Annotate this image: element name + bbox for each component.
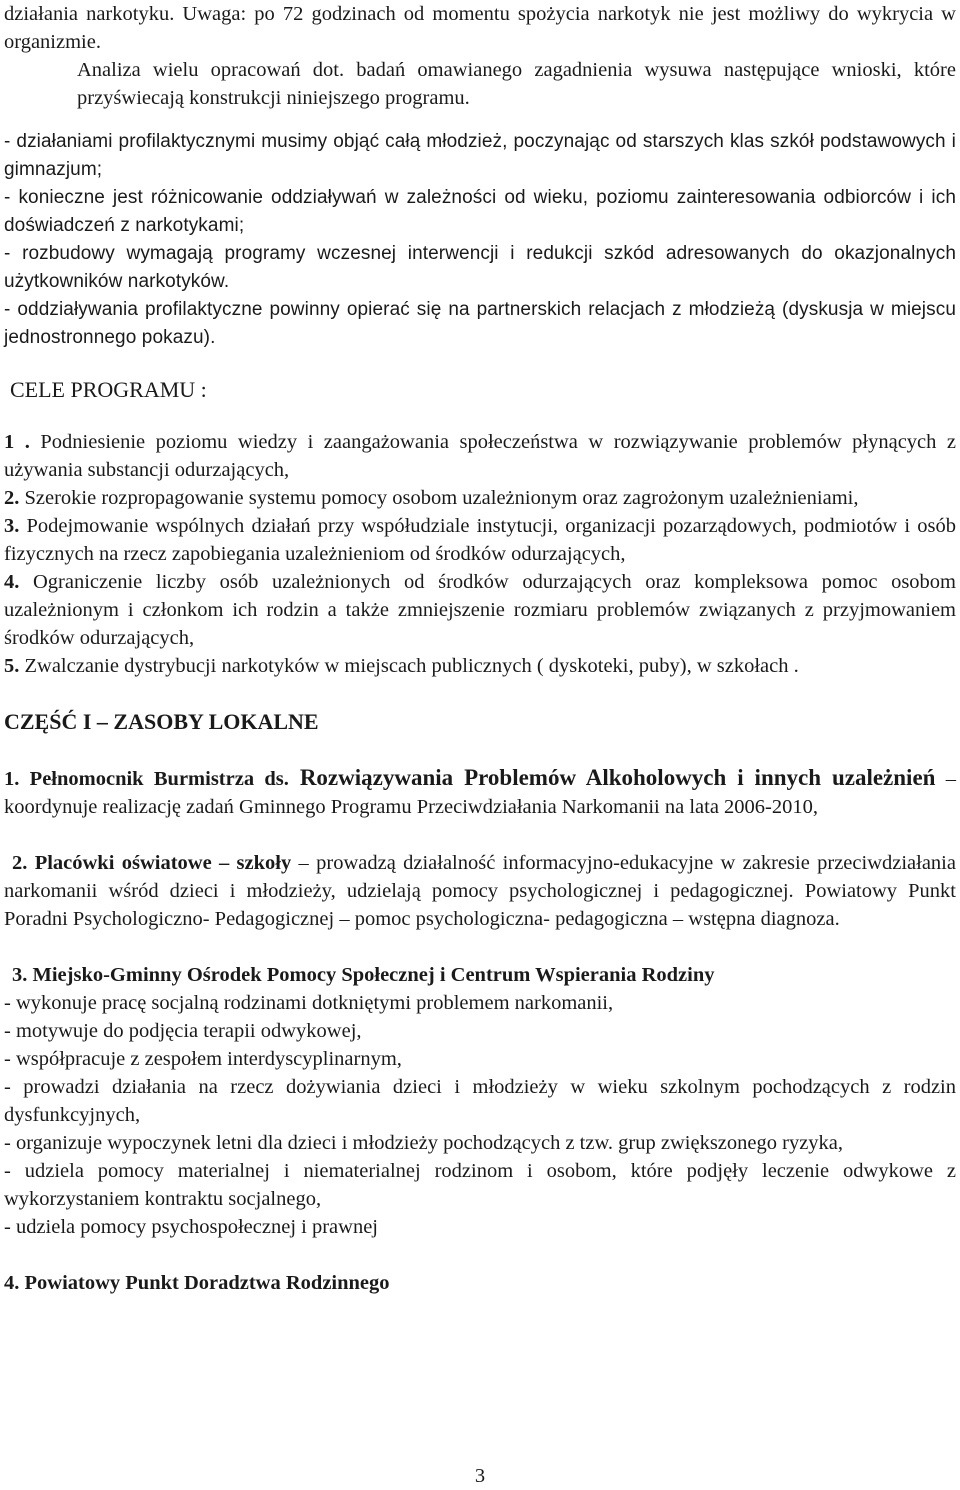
goal-number: 3. — [4, 515, 20, 537]
resource-item-4-title: 4. Powiatowy Punkt Doradztwa Rodzinnego — [4, 1272, 390, 1294]
goal-item — [4, 428, 956, 484]
part1-heading: CZĘŚĆ I – ZASOBY LOKALNE — [4, 709, 319, 734]
conclusion-item: - rozbudowy wymagają programy wczesnej interwencji i redukcji szkód adresowanych do okazjonalnych użytkowników narkotyków. — [4, 243, 956, 292]
goal-number: 4. — [4, 571, 20, 593]
goal-item — [4, 652, 956, 680]
resource-item-3-line: - organizuje wypoczynek letni dla dzieci i młodzieży pochodzących z tzw. grup zwiększonego ryzyka, — [4, 1132, 844, 1154]
conclusions-list — [4, 128, 956, 352]
resource-item-2 — [4, 849, 956, 933]
resource-item-1-text: – koordynuje realizację zadań Gminnego Programu Przeciwdziałania Narkomanii na lata 2006-2010, — [4, 768, 957, 818]
goal-text: Podniesienie poziomu wiedzy i zaangażowania społeczeństwa w rozwiązywanie problemów płynących z używania substancji odurzających, — [4, 431, 957, 481]
goal-number: 1 . — [4, 431, 30, 453]
goal-text: Szerokie rozpropagowanie systemu pomocy osobom uzależnionym oraz zagrożonym uzależnieniami, — [19, 487, 859, 509]
goal-number: 5. — [4, 655, 20, 677]
goal-item — [4, 484, 956, 512]
resource-item-2-text: – prowadzą działalność informacyjno-edukacyjne w zakresie przeciwdziałania narkomanii wśród dzieci i młodzieży, udzielają pomocy psychologicznej i pedagogicznej. Powiatowy Punkt Poradni Psychologiczno- Pedagogicznej – pomoc psychologiczna- pedagogiczna – wstępna diagnoza. — [4, 852, 956, 930]
goal-item — [4, 512, 956, 568]
goal-text: Zwalczanie dystrybucji narkotyków w miejscach publicznych ( dyskoteki, puby), w szkołach . — [19, 655, 799, 677]
conclusion-item: - konieczne jest różnicowanie oddziaływań w zależności od wieku, poziomu zainteresowania odbiorców i ich doświadczeń z narkotykami; — [4, 187, 956, 236]
resource-item-1-title-cont: Rozwiązywania Problemów Alkoholowych i innych uzależnień — [288, 765, 936, 790]
resource-item-2-title: 2. Placówki oświatowe – szkoły — [12, 852, 292, 874]
goal-text: Podejmowanie wspólnych działań przy współudziale instytucji, organizacji pozarządowych, podmiotów i osób fizycznych na rzecz zapobiegania uzależnieniom od środków odurzających, — [4, 515, 956, 565]
goals-heading: CELE PROGRAMU : — [10, 377, 207, 402]
intro-paragraph-2: Analiza wielu opracowań dot. badań omawianego zagadnienia wysuwa następujące wnioski, które przyświecają konstrukcji niniejszego programu. — [77, 59, 956, 109]
goal-text: Ograniczenie liczby osób uzależnionych od środków odurzających oraz kompleksowa pomoc osobom uzależnionym i członkom ich rodzin a także zmniejszenie rozmiaru problemów związanych z przyjmowaniem środków odurzających, — [4, 571, 956, 649]
goals-list — [4, 428, 956, 680]
resource-item-3-line: - prowadzi działania na rzecz dożywiania dzieci i młodzieży w wieku szkolnym pochodzących z rodzin dysfunkcyjnych, — [4, 1076, 956, 1126]
resource-item-3-line: - udziela pomocy psychospołecznej i prawnej — [4, 1216, 378, 1238]
goal-number: 2. — [4, 487, 20, 509]
resource-item-1-title: 1. Pełnomocnik Burmistrza ds. — [4, 768, 289, 790]
page-number: 3 — [474, 1465, 486, 1487]
intro-paragraph-1: działania narkotyku. Uwaga: po 72 godzinach od momentu spożycia narkotyk nie jest możliwy do wykrycia w organizmie. — [4, 3, 956, 53]
resource-item-1 — [4, 764, 956, 821]
resource-item-3-line: - wykonuje pracę socjalną rodzinami dotkniętymi problemem narkomanii, — [4, 992, 614, 1014]
resource-item-3-line: - współpracuje z zespołem interdyscyplinarnym, — [4, 1048, 402, 1070]
document-page — [4, 0, 956, 1297]
conclusion-item: - działaniami profilaktycznymi musimy objąć całą młodzież, poczynając od starszych klas szkół podstawowych i gimnazjum; — [4, 131, 956, 180]
resource-item-3-title: 3. Miejsko-Gminny Ośrodek Pomocy Społecznej i Centrum Wspierania Rodziny — [12, 964, 715, 986]
resource-item-3-line: - motywuje do podjęcia terapii odwykowej, — [4, 1020, 362, 1042]
resource-item-3-line: - udziela pomocy materialnej i niematerialnej rodzinom i osobom, które podjęły leczenie odwykowe z wykorzystaniem kontraktu socjalnego, — [4, 1160, 956, 1210]
goal-item — [4, 568, 956, 652]
conclusion-item: - oddziaływania profilaktyczne powinny opierać się na partnerskich relacjach z młodzieżą (dyskusja w miejscu jednostronnego pokazu). — [4, 299, 956, 348]
resource-item-3-list — [4, 989, 956, 1241]
